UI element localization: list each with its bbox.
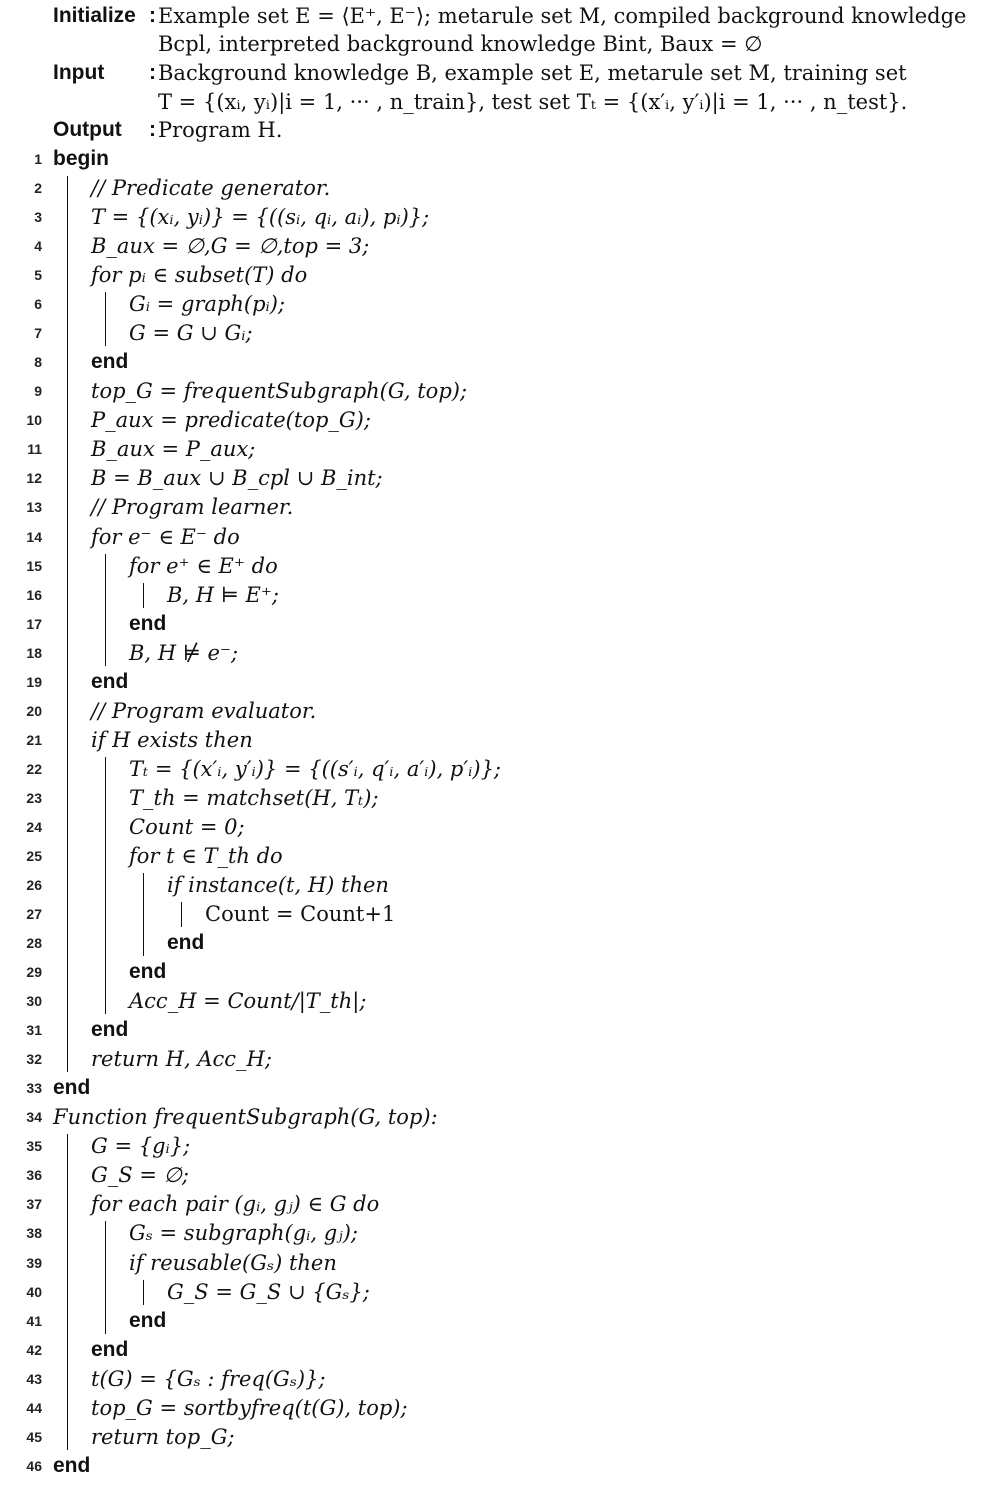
line-number: 29	[26, 964, 42, 981]
code-text: top_G = sortbyfreq(t(G), top);	[91, 1395, 408, 1420]
indent-guide	[143, 583, 144, 608]
code-line	[0, 1365, 981, 1393]
code-line	[0, 813, 981, 841]
code-text: top_G = frequentSubgraph(G, top);	[91, 379, 468, 404]
header-colon: :	[149, 61, 156, 84]
line-number: 40	[26, 1283, 42, 1300]
code-text: B, H ⊨ E⁺;	[167, 582, 279, 607]
code-text: Gₛ = subgraph(gᵢ, gⱼ);	[129, 1221, 358, 1246]
code-text: Acc_H = Count/|T_th|;	[129, 989, 367, 1014]
code-line	[0, 958, 981, 986]
line-number: 11	[27, 441, 42, 458]
code-text: B_aux = ∅,G = ∅,top = 3;	[91, 234, 370, 259]
line-number: 6	[34, 296, 42, 313]
line-number: 45	[26, 1428, 42, 1445]
line-number: 27	[26, 906, 42, 923]
line-number: 13	[26, 499, 42, 516]
code-text: Function frequentSubgraph(G, top):	[53, 1105, 438, 1130]
indent-guide	[105, 1221, 106, 1333]
code-line	[0, 1249, 981, 1277]
line-number: 19	[26, 673, 42, 690]
line-number: 10	[26, 412, 42, 429]
line-number: 5	[34, 267, 42, 284]
code-line	[0, 726, 981, 754]
header-text: Example set E = ⟨E⁺, E⁻⟩; metarule set M, compiled background knowledge	[158, 4, 967, 28]
code-text: for pᵢ ∈ subset(T) do	[91, 263, 308, 288]
code-text: end	[129, 960, 167, 984]
code-line	[0, 1336, 981, 1364]
code-text: end	[91, 1018, 129, 1042]
indent-guide	[105, 292, 106, 346]
code-text: G = {gᵢ};	[91, 1134, 191, 1159]
code-text: T_th = matchset(H, Tₜ);	[129, 785, 379, 810]
code-line	[0, 697, 981, 725]
indent-guide	[181, 902, 182, 927]
line-number: 4	[34, 238, 42, 255]
line-number: 17	[26, 615, 42, 632]
indent-guide	[105, 554, 106, 666]
code-line	[0, 784, 981, 812]
line-number: 1	[34, 151, 42, 167]
line-number: 21	[26, 731, 42, 748]
indent-guide	[67, 1134, 68, 1449]
line-number: 12	[26, 470, 42, 487]
code-text: end	[53, 1453, 91, 1477]
code-text: if H exists then	[91, 727, 253, 752]
code-line	[0, 987, 981, 1015]
code-line	[0, 668, 981, 696]
header-label-input: Input	[53, 61, 105, 84]
code-text: end	[91, 350, 129, 374]
code-line	[0, 552, 981, 580]
header-text: Background knowledge B, example set E, metarule set M, training set	[158, 61, 907, 85]
line-number: 30	[26, 993, 42, 1010]
code-text: end	[91, 1337, 129, 1361]
code-line	[0, 1307, 981, 1335]
line-number: 39	[26, 1254, 42, 1271]
code-line	[0, 929, 981, 957]
code-text: t(G) = {Gₛ : freq(Gₛ)};	[91, 1366, 326, 1391]
code-text: // Program evaluator.	[91, 698, 317, 723]
line-number: 44	[26, 1399, 42, 1416]
code-line	[0, 1045, 981, 1073]
code-line	[0, 1074, 981, 1102]
code-line	[0, 174, 981, 202]
line-number: 23	[26, 789, 42, 806]
code-text: return top_G;	[91, 1424, 235, 1449]
indent-guide	[105, 757, 106, 1014]
line-number: 16	[26, 586, 42, 603]
line-number: 34	[26, 1109, 42, 1126]
line-number: 36	[26, 1167, 42, 1184]
code-line	[0, 1394, 981, 1422]
code-line	[0, 1161, 981, 1189]
code-line	[0, 1278, 981, 1306]
code-line	[0, 406, 981, 434]
code-line	[0, 377, 981, 405]
code-text: begin	[53, 147, 109, 170]
line-number: 3	[34, 209, 42, 226]
line-number: 15	[26, 557, 42, 574]
header-text: Bcpl, interpreted background knowledge Bint, Baux = ∅	[158, 32, 763, 56]
code-text: for e⁻ ∈ E⁻ do	[91, 524, 240, 549]
code-text: T = {(xᵢ, yᵢ)} = {((sᵢ, qᵢ, aᵢ), pᵢ)};	[91, 205, 430, 230]
line-number: 31	[26, 1022, 42, 1039]
code-text: end	[129, 611, 167, 635]
code-line	[0, 464, 981, 492]
code-text: B_aux = P_aux;	[91, 437, 256, 462]
header-text: Program H.	[158, 118, 283, 142]
code-text: for t ∈ T_th do	[129, 843, 283, 868]
line-number: 38	[26, 1225, 42, 1242]
code-line	[0, 145, 981, 173]
code-text: Count = Count+1	[205, 902, 396, 927]
line-number: 46	[26, 1457, 42, 1474]
code-line	[0, 348, 981, 376]
header-label-initialize: Initialize	[53, 4, 136, 27]
line-number: 20	[26, 702, 42, 719]
line-number: 22	[26, 760, 42, 777]
code-text: if instance(t, H) then	[167, 873, 389, 897]
code-line	[0, 1132, 981, 1160]
line-number: 37	[26, 1196, 42, 1213]
code-line	[0, 1452, 981, 1480]
line-number: 14	[26, 528, 42, 545]
code-text: Count = 0;	[129, 814, 245, 839]
code-text: Tₜ = {(x′ᵢ, y′ᵢ)} = {((s′ᵢ, q′ᵢ, a′ᵢ), p′ᵢ)};	[129, 756, 502, 781]
line-number: 42	[26, 1341, 42, 1358]
code-text: Gᵢ = graph(pᵢ);	[129, 292, 286, 317]
header-colon: :	[149, 4, 156, 27]
code-text: G_S = G_S ∪ {Gₛ};	[167, 1279, 370, 1304]
code-line	[0, 1016, 981, 1044]
code-line	[0, 232, 981, 260]
header-label-output: Output	[53, 118, 122, 141]
line-number: 33	[26, 1080, 42, 1097]
code-line	[0, 842, 981, 870]
code-text: // Program learner.	[91, 495, 294, 520]
line-number: 32	[26, 1051, 42, 1068]
code-text: P_aux = predicate(top_G);	[91, 408, 371, 433]
line-number: 43	[26, 1370, 42, 1387]
code-text: end	[91, 669, 129, 693]
code-text: B, H ⊭ e⁻;	[129, 640, 239, 665]
line-number: 8	[34, 354, 42, 371]
code-line	[0, 1103, 981, 1131]
header-colon: :	[149, 118, 156, 141]
code-line	[0, 1423, 981, 1451]
line-number: 24	[26, 818, 42, 835]
code-text: for e⁺ ∈ E⁺ do	[129, 553, 278, 578]
code-text: end	[167, 931, 205, 955]
code-line	[0, 581, 981, 609]
code-text: end	[53, 1076, 91, 1100]
line-number: 18	[26, 644, 42, 661]
line-number: 25	[26, 847, 42, 864]
code-text: B = B_aux ∪ B_cpl ∪ B_int;	[91, 466, 383, 491]
line-number: 2	[34, 180, 42, 197]
code-line	[0, 261, 981, 289]
code-text: // Predicate generator.	[91, 176, 331, 201]
code-line	[0, 203, 981, 231]
code-line	[0, 900, 981, 928]
line-number: 28	[26, 935, 42, 952]
line-number: 7	[34, 325, 42, 342]
code-text: if reusable(Gₛ) then	[129, 1250, 337, 1275]
indent-guide	[143, 1280, 144, 1305]
line-number: 35	[26, 1138, 42, 1155]
code-text: G = G ∪ Gᵢ;	[129, 321, 253, 346]
code-text: return H, Acc_H;	[91, 1047, 272, 1072]
code-line	[0, 639, 981, 667]
code-line	[0, 871, 981, 899]
line-number: 41	[26, 1312, 42, 1329]
code-line	[0, 610, 981, 638]
line-number: 26	[26, 877, 42, 893]
indent-guide	[67, 176, 68, 1072]
code-text: for each pair (gᵢ, gⱼ) ∈ G do	[91, 1192, 380, 1217]
code-line	[0, 290, 981, 318]
code-line	[0, 1190, 981, 1218]
code-line	[0, 435, 981, 463]
code-line	[0, 755, 981, 783]
code-line	[0, 523, 981, 551]
header-text: T = {(xᵢ, yᵢ)|i = 1, ··· , n_train}, test set Tₜ = {(x′ᵢ, y′ᵢ)|i = 1, ··· , n_test}.	[158, 90, 908, 114]
code-line	[0, 1219, 981, 1247]
code-line	[0, 493, 981, 521]
code-text: end	[129, 1308, 167, 1332]
code-text: G_S = ∅;	[91, 1163, 189, 1188]
code-line	[0, 319, 981, 347]
line-number: 9	[34, 383, 42, 400]
indent-guide	[143, 873, 144, 956]
